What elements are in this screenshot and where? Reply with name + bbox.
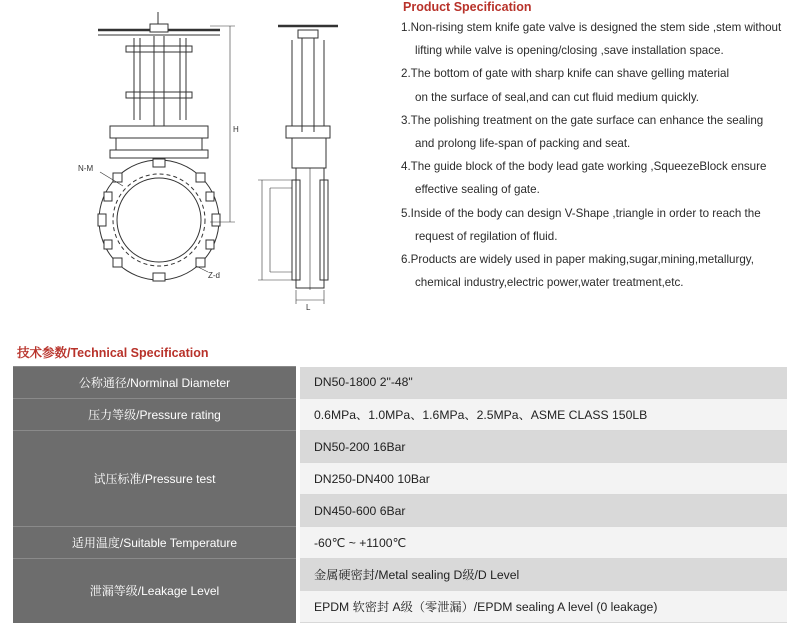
spec-item-line1: 4.The guide block of the body lead gate working ,SqueezeBlock ensure xyxy=(401,160,767,174)
row-value: DN50-1800 2"-48" xyxy=(298,367,787,399)
tech-spec-table xyxy=(13,366,787,623)
label-l: L xyxy=(306,303,311,310)
row-label: 泄漏等级/Leakage Level xyxy=(13,559,298,623)
spec-item-line2: request of regilation of fluid. xyxy=(415,229,558,243)
table-row xyxy=(13,559,787,591)
spec-item-line2: lifting while valve is opening/closing ,save installation space. xyxy=(415,44,724,58)
spec-item xyxy=(401,248,796,294)
row-label: 试压标准/Pressure test xyxy=(13,431,298,527)
table-row xyxy=(13,367,787,399)
spec-item-line2: effective sealing of gate. xyxy=(415,183,540,197)
row-label: 适用温度/Suitable Temperature xyxy=(13,527,298,559)
row-value: 金属硬密封/Metal sealing D级/D Level xyxy=(298,559,787,591)
spec-item-line1: 6.Products are widely used in paper making,sugar,mining,metallurgy, xyxy=(401,253,754,267)
table-row xyxy=(13,399,787,431)
row-value: DN250-DN400 10Bar xyxy=(298,463,787,495)
row-value: -60℃ ~ +1100℃ xyxy=(298,527,787,559)
label-zd: Z-d xyxy=(208,271,220,280)
table-row xyxy=(13,431,787,463)
row-label: 公称通径/Norminal Diameter xyxy=(13,367,298,399)
row-value: EPDM 软密封 A级（零泄漏）/EPDM sealing A level (0 leakage) xyxy=(298,591,787,623)
row-value: 0.6MPa、1.0MPa、1.6MPa、2.5MPa、ASME CLASS 150LB xyxy=(298,399,787,431)
product-spec-list xyxy=(401,16,796,294)
spec-item-line2: chemical industry,electric power,water treatment,etc. xyxy=(415,276,684,290)
row-value: DN50-200 16Bar xyxy=(298,431,787,463)
tech-spec-title: 技术参数/Technical Specification xyxy=(17,346,209,360)
row-value: DN450-600 6Bar xyxy=(298,495,787,527)
label-h: H xyxy=(233,125,239,134)
spec-item-line2: and prolong life-span of packing and seat. xyxy=(415,137,631,151)
spec-item-line2: on the surface of seal,and can cut fluid medium quickly. xyxy=(415,90,699,104)
spec-item xyxy=(401,62,796,108)
spec-item xyxy=(401,155,796,201)
spec-item xyxy=(401,202,796,248)
spec-item-line1: 2.The bottom of gate with sharp knife can shave gelling material xyxy=(401,67,730,81)
valve-drawing xyxy=(30,0,380,310)
spec-item-line1: 3.The polishing treatment on the gate surface can enhance the sealing xyxy=(401,113,764,127)
spec-item-line1: 5.Inside of the body can design V-Shape ,triangle in order to reach the xyxy=(401,206,761,220)
row-label: 压力等级/Pressure rating xyxy=(13,399,298,431)
table-row xyxy=(13,527,787,559)
spec-item xyxy=(401,109,796,155)
label-nm: N-M xyxy=(78,164,94,173)
product-spec-title: Product Specification xyxy=(403,0,532,14)
spec-item-line1: 1.Non-rising stem knife gate valve is designed the stem side ,stem without xyxy=(401,21,782,34)
spec-item xyxy=(401,16,796,62)
